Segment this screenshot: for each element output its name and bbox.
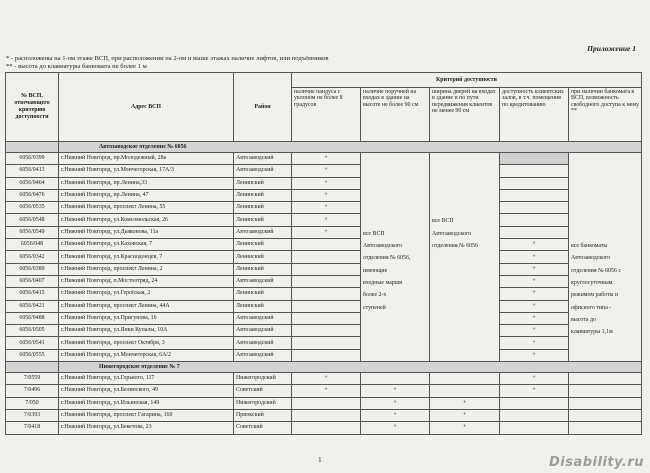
cell-hall bbox=[500, 422, 569, 434]
cell-hall bbox=[500, 165, 569, 177]
merged-text-line: высота до bbox=[571, 316, 596, 323]
cell-district: Ленинский bbox=[234, 251, 292, 263]
table-row bbox=[6, 263, 642, 275]
cell-code: 7/0393 bbox=[6, 409, 59, 421]
cell-code: 6056/0541 bbox=[6, 337, 59, 349]
spacer bbox=[363, 154, 427, 166]
cell-district: Ленинский bbox=[234, 177, 292, 189]
cell-district: Автозаводский bbox=[234, 153, 292, 165]
section-header-row bbox=[6, 142, 642, 153]
merged-text-line: отделения № 6056 с bbox=[571, 267, 621, 274]
cell-rails: + bbox=[361, 385, 430, 397]
merged-text-line: круглосуточным bbox=[571, 279, 613, 286]
appendix-label: Приложение 1 bbox=[587, 44, 636, 53]
cell-ramp: + bbox=[292, 177, 361, 189]
cell-hall bbox=[500, 226, 569, 238]
cell-doors: + bbox=[430, 409, 500, 421]
cell-address: г.Нижний Новгород, проспект Ленина, 2 bbox=[59, 263, 234, 275]
cell-ramp: + bbox=[292, 214, 361, 226]
table-body bbox=[6, 142, 642, 435]
cell-address: г.Нижний Новгород, ул.Горького, 117 bbox=[59, 373, 234, 385]
table-row bbox=[6, 275, 642, 287]
table-row bbox=[6, 397, 642, 409]
spacer bbox=[571, 166, 639, 178]
header-criteria-title: Критерий доступности bbox=[292, 73, 642, 88]
cell-ramp: + bbox=[292, 226, 361, 238]
cell-ramp: + bbox=[292, 385, 361, 397]
cell-code: 6056/0415 bbox=[6, 288, 59, 300]
cell-district: Ленинский bbox=[234, 189, 292, 201]
merged-text-line: режимом работы и bbox=[571, 292, 619, 299]
spacer bbox=[432, 191, 497, 203]
spacer bbox=[571, 215, 639, 227]
header-address: Адрес ВСП bbox=[59, 73, 234, 142]
footnote-2: ** - высота до клавиатуры банкомата не более 1 м bbox=[6, 63, 147, 70]
cell-hall: + bbox=[500, 300, 569, 312]
merged-text-line: входные марши bbox=[363, 279, 403, 286]
header-hall: доступность клиентских залов, в т.ч. помещения по кредитованию bbox=[500, 88, 569, 142]
cell-district: Автозаводский bbox=[234, 165, 292, 177]
table-row bbox=[6, 153, 642, 165]
cell-code: 6056/0555 bbox=[6, 349, 59, 361]
cell-code: 6056/0421 bbox=[6, 300, 59, 312]
header-district: Район bbox=[234, 73, 292, 142]
cell-district: Автозаводский bbox=[234, 226, 292, 238]
cell-rails-merged bbox=[361, 153, 430, 362]
page-number: 1 bbox=[318, 455, 322, 464]
cell-hall: + bbox=[500, 373, 569, 385]
merged-text-line: офисного типа - bbox=[571, 304, 612, 311]
cell-hall bbox=[500, 214, 569, 226]
cell-ramp bbox=[292, 300, 361, 312]
cell-district: Ленинский bbox=[234, 300, 292, 312]
merged-text-line: более 2-х bbox=[363, 292, 387, 299]
cell-address: г.Нижний Новгород, пр.Молодежный, 28а bbox=[59, 153, 234, 165]
cell-ramp bbox=[292, 337, 361, 349]
spacer bbox=[432, 154, 497, 166]
cell-ramp: + bbox=[292, 153, 361, 165]
cell-district: Автозаводский bbox=[234, 275, 292, 287]
cell-hall: + bbox=[500, 239, 569, 251]
cell-district: Советский bbox=[234, 422, 292, 434]
cell-hall: + bbox=[500, 325, 569, 337]
cell-address: г.Нижний Новгород, ул.Мончегорская, 17А/3 bbox=[59, 165, 234, 177]
cell-rails: + bbox=[361, 409, 430, 421]
cell-hall bbox=[500, 189, 569, 201]
table-row bbox=[6, 202, 642, 214]
table-row bbox=[6, 214, 642, 226]
cell-rails: + bbox=[361, 397, 430, 409]
cell-code: 6056/048 bbox=[6, 239, 59, 251]
cell-district: Приокский bbox=[234, 409, 292, 421]
table-row bbox=[6, 189, 642, 201]
cell-code: 6056/0535 bbox=[6, 202, 59, 214]
section-blank-cell bbox=[6, 362, 59, 373]
cell-code: 6056/0342 bbox=[6, 251, 59, 263]
section-header-row bbox=[6, 362, 642, 373]
cell-address: г.Нижний Новгород, ул.Дьяконова, 11а bbox=[59, 226, 234, 238]
cell-address: г.Нижний Новгород, п.Мостоотряд, 24 bbox=[59, 275, 234, 287]
spacer bbox=[571, 228, 639, 240]
cell-rails bbox=[361, 373, 430, 385]
cell-ramp bbox=[292, 397, 361, 409]
cell-district: Ленинский bbox=[234, 202, 292, 214]
cell-address: г.Нижний Новгород, проспект Гагарина, 160 bbox=[59, 409, 234, 421]
table-row bbox=[6, 300, 642, 312]
cell-ramp bbox=[292, 288, 361, 300]
cell-code: 6056/0399 bbox=[6, 153, 59, 165]
cell-hall: + bbox=[500, 337, 569, 349]
spacer bbox=[363, 191, 427, 203]
cell-doors: + bbox=[430, 422, 500, 434]
cell-code: 6056/0407 bbox=[6, 275, 59, 287]
cell-hall: + bbox=[500, 288, 569, 300]
table-row bbox=[6, 251, 642, 263]
cell-atm bbox=[569, 373, 642, 385]
table-row bbox=[6, 325, 642, 337]
header-atm: при наличии банкомата в ВСП, возможность свободного доступа к нему ** bbox=[569, 88, 642, 142]
cell-address: г.Нижний Новгород, ул.Белинского, 49 bbox=[59, 385, 234, 397]
merged-text-line: Автозаводского bbox=[571, 255, 611, 262]
header-num: № ВСП, отвечающего критерию доступности bbox=[6, 73, 59, 142]
cell-address: г.Нижний Новгород, ул.Краснодонцев, 7 bbox=[59, 251, 234, 263]
merged-text-line: все ВСП bbox=[432, 218, 454, 225]
cell-doors-merged bbox=[430, 153, 500, 362]
table-row bbox=[6, 226, 642, 238]
cell-ramp bbox=[292, 422, 361, 434]
cell-district: Автозаводский bbox=[234, 337, 292, 349]
cell-address: г.Нижний Новгород, ул.Ильинская, 149 bbox=[59, 397, 234, 409]
section-title: Автозаводское отделение № 6056 bbox=[59, 142, 642, 153]
table-row bbox=[6, 422, 642, 434]
cell-address: г.Нижний Новгород, проспект Ленина, 55 bbox=[59, 202, 234, 214]
cell-ramp: + bbox=[292, 373, 361, 385]
cell-district: Нижегородский bbox=[234, 373, 292, 385]
merged-text-line: все банкоматы bbox=[571, 243, 608, 250]
footnote-1: * - расположены на 1-ом этаже ВСП, при расположении на 2-ом и выше этажах наличие лифтов, или подъёмников bbox=[6, 55, 329, 62]
spacer bbox=[363, 203, 427, 215]
cell-district: Ленинский bbox=[234, 239, 292, 251]
cell-hall bbox=[500, 397, 569, 409]
cell-ramp bbox=[292, 251, 361, 263]
table-row bbox=[6, 349, 642, 361]
table-row bbox=[6, 385, 642, 397]
cell-rails: + bbox=[361, 422, 430, 434]
cell-ramp: + bbox=[292, 202, 361, 214]
cell-address: г.Нижний Новгород, ул.Пригунова, 16 bbox=[59, 312, 234, 324]
cell-hall: + bbox=[500, 312, 569, 324]
cell-hall: + bbox=[500, 251, 569, 263]
table-row bbox=[6, 312, 642, 324]
cell-district: Ленинский bbox=[234, 214, 292, 226]
cell-code: 6056/0389 bbox=[6, 263, 59, 275]
cell-address: г.Нижний Новгород, ул.Героїская, 2 bbox=[59, 288, 234, 300]
cell-address: г.Нижний Новгород, ул.Мончегорская, 6А/2 bbox=[59, 349, 234, 361]
spacer bbox=[432, 179, 497, 191]
table-row bbox=[6, 409, 642, 421]
cell-address: г.Нижний Новгород, пр.Ленина, 47 bbox=[59, 189, 234, 201]
cell-district: Ленинский bbox=[234, 288, 292, 300]
cell-code: 6056/0505 bbox=[6, 325, 59, 337]
merged-text-line: Автозаводского bbox=[363, 243, 403, 250]
table-row bbox=[6, 288, 642, 300]
cell-ramp bbox=[292, 325, 361, 337]
cell-ramp bbox=[292, 263, 361, 275]
cell-district: Автозаводский bbox=[234, 325, 292, 337]
cell-atm-merged bbox=[569, 153, 642, 362]
header-rails: наличие поручней на входах в здание на высоте не более 90 см bbox=[361, 88, 430, 142]
spacer bbox=[571, 154, 639, 166]
cell-ramp bbox=[292, 409, 361, 421]
cell-code: 6056/0548 bbox=[6, 214, 59, 226]
section-title: Нижегородское отделение № 7 bbox=[59, 362, 642, 373]
spacer bbox=[432, 166, 497, 178]
merged-text-line: имеющие bbox=[363, 267, 388, 274]
cell-hall bbox=[500, 177, 569, 189]
cell-address: г.Нижний Новгород, ул.Каховская, 7 bbox=[59, 239, 234, 251]
cell-ramp: + bbox=[292, 165, 361, 177]
cell-address: г.Нижний Новгород, проспект Октября, 3 bbox=[59, 337, 234, 349]
cell-atm bbox=[569, 397, 642, 409]
cell-doors bbox=[430, 373, 500, 385]
spacer bbox=[363, 179, 427, 191]
cell-code: 6056/0488 bbox=[6, 312, 59, 324]
watermark: Disability.ru bbox=[548, 455, 644, 470]
cell-ramp bbox=[292, 275, 361, 287]
cell-address: г.Нижний Новгород, ул.Бекетова, 23 bbox=[59, 422, 234, 434]
cell-ramp bbox=[292, 239, 361, 251]
cell-code: 6056/0413 bbox=[6, 165, 59, 177]
header-ramp: наличие пандуса с уклоном не более 8 градусов bbox=[292, 88, 361, 142]
cell-hall: + bbox=[500, 263, 569, 275]
cell-code: 6056/0464 bbox=[6, 177, 59, 189]
table-row bbox=[6, 239, 642, 251]
cell-doors bbox=[430, 385, 500, 397]
header-doors: ширина дверей на входах в здание и по пути передвижения клиентов не менее 90 см bbox=[430, 88, 500, 142]
cell-code: 7/0559 bbox=[6, 373, 59, 385]
cell-hall: + bbox=[500, 385, 569, 397]
spacer bbox=[363, 166, 427, 178]
cell-ramp bbox=[292, 349, 361, 361]
merged-text-line: клавиатуры 1,1м bbox=[571, 329, 613, 336]
cell-hall: + bbox=[500, 349, 569, 361]
table-row bbox=[6, 337, 642, 349]
cell-code: 7/0496 bbox=[6, 385, 59, 397]
table-row bbox=[6, 373, 642, 385]
spacer bbox=[571, 179, 639, 191]
merged-text-line: отделения № 6056, bbox=[363, 255, 411, 262]
spacer bbox=[432, 203, 497, 215]
cell-hall bbox=[500, 202, 569, 214]
spacer bbox=[571, 191, 639, 203]
merged-text-line: Автозаводского bbox=[432, 230, 472, 237]
cell-ramp: + bbox=[292, 189, 361, 201]
cell-district: Ленинский bbox=[234, 263, 292, 275]
section-blank-cell bbox=[6, 142, 59, 153]
cell-address: г.Нижний Новгород, ул.Комсомольская, 26 bbox=[59, 214, 234, 226]
cell-ramp bbox=[292, 312, 361, 324]
cell-code: 6056/0549 bbox=[6, 226, 59, 238]
cell-district: Автозаводский bbox=[234, 349, 292, 361]
merged-text-line: все ВСП bbox=[363, 230, 385, 237]
accessibility-table bbox=[5, 72, 642, 435]
cell-address: г.Нижний Новгород, проспект Ленина, 44А bbox=[59, 300, 234, 312]
table-row bbox=[6, 177, 642, 189]
spacer bbox=[363, 215, 427, 227]
cell-hall: + bbox=[500, 275, 569, 287]
cell-atm bbox=[569, 422, 642, 434]
cell-hall bbox=[500, 409, 569, 421]
merged-text-line: отделения № 6056 bbox=[432, 243, 478, 250]
spacer bbox=[571, 203, 639, 215]
cell-code: 7/0418 bbox=[6, 422, 59, 434]
cell-atm bbox=[569, 409, 642, 421]
cell-address: г.Нижний Новгород, ул.Янки Купалы, 10А bbox=[59, 325, 234, 337]
cell-district: Автозаводский bbox=[234, 312, 292, 324]
merged-text-line: ступеней bbox=[363, 304, 386, 311]
cell-address: г.Нижний Новгород, пр.Ленина,33 bbox=[59, 177, 234, 189]
cell-code: 7/050 bbox=[6, 397, 59, 409]
cell-district: Советский bbox=[234, 385, 292, 397]
cell-district: Нижегородский bbox=[234, 397, 292, 409]
cell-hall bbox=[500, 153, 569, 165]
cell-atm bbox=[569, 385, 642, 397]
cell-code: 6056/0476 bbox=[6, 189, 59, 201]
cell-doors: + bbox=[430, 397, 500, 409]
table-row bbox=[6, 165, 642, 177]
